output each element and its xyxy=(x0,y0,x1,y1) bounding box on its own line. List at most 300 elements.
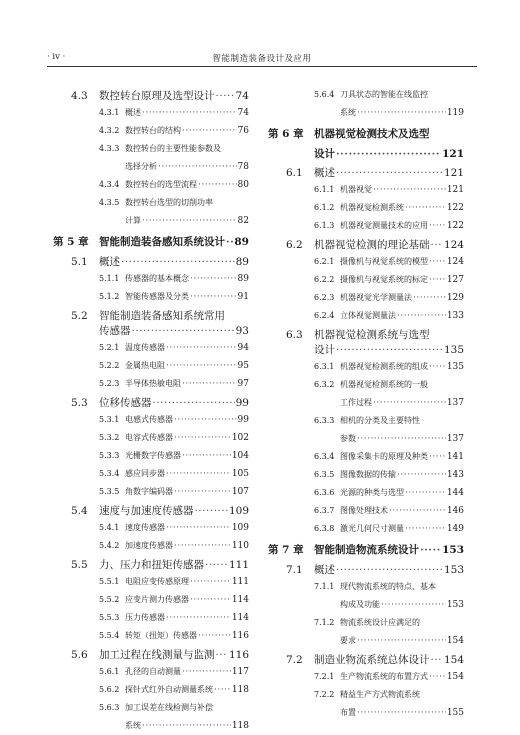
toc-entry-title: 智能制造物流系统设计 xyxy=(314,544,419,556)
toc-entry xyxy=(268,596,464,614)
dot-leader xyxy=(405,485,446,502)
toc-entry-page: 121 xyxy=(443,167,464,179)
toc-entry-number: 5.2.3 xyxy=(99,379,120,388)
dot-leader xyxy=(166,466,231,483)
toc-entry-number: 5.3 xyxy=(71,397,88,409)
toc-entry-title: 速度传感器 xyxy=(125,523,165,532)
toc-entry xyxy=(53,309,249,324)
toc-entry-page: 111 xyxy=(228,559,249,571)
toc-entry xyxy=(268,147,464,162)
toc-entry-number: 5.2 xyxy=(71,310,88,322)
toc-entry-title: 电感式传感器 xyxy=(125,415,173,424)
toc-entry-page: 143 xyxy=(446,470,464,480)
toc-entry-number: 6.3.4 xyxy=(314,452,335,461)
toc-entry-title: 孔径的自动测量 xyxy=(125,667,181,676)
toc-entry xyxy=(268,632,464,650)
dot-leader xyxy=(158,159,237,176)
toc-entry xyxy=(268,289,464,307)
toc-entry-number: 第 7 章 xyxy=(268,544,304,556)
toc-entry-page: 141 xyxy=(446,452,464,462)
toc-entry-number: 6.3 xyxy=(286,329,303,341)
toc-entry-page: 114 xyxy=(231,613,249,623)
toc-entry-title: 机器视觉检测技术及选型 xyxy=(314,128,430,140)
toc-entry-title: 加工过程在线测量与监测 xyxy=(99,649,215,661)
toc-entry-number: 5.4.1 xyxy=(99,523,120,532)
toc-entry xyxy=(53,140,249,158)
dot-leader xyxy=(389,503,446,520)
toc-entry-title: 机器视觉测量技术的应用 xyxy=(340,221,428,230)
toc-entry xyxy=(268,104,464,122)
toc-entry-title: 生产物流系统的布置方式 xyxy=(340,672,428,681)
toc-entry-title: 感应同步器 xyxy=(125,469,165,478)
toc-entry xyxy=(53,158,249,176)
toc-entry xyxy=(268,217,464,235)
toc-entry-title: 现代物流系统的特点、基本 xyxy=(340,582,436,591)
toc-entry xyxy=(53,212,249,230)
toc-entry xyxy=(53,537,249,555)
toc-entry-number: 5.4.2 xyxy=(99,541,120,550)
toc-entry-page: 110 xyxy=(231,541,249,551)
toc-entry xyxy=(268,253,464,271)
toc-entry-page: 122 xyxy=(446,221,464,231)
toc-entry-number: 7.2.2 xyxy=(314,690,335,699)
dot-leader xyxy=(174,412,237,429)
toc-entry xyxy=(268,376,464,394)
toc-entry xyxy=(268,520,464,538)
toc-entry-page: 154 xyxy=(446,672,464,682)
dot-leader xyxy=(174,484,231,501)
toc-entry-number: 5.6.4 xyxy=(314,90,335,99)
toc-entry xyxy=(53,609,249,627)
toc-entry xyxy=(268,412,464,430)
toc-entry-number: 6.2.1 xyxy=(314,257,335,266)
dot-leader xyxy=(190,574,231,591)
toc-entry-number: 7.2 xyxy=(286,654,303,666)
dot-leader xyxy=(357,105,446,122)
toc-entry-title: 设计 xyxy=(314,344,335,356)
toc-entry-page: 133 xyxy=(446,311,464,321)
dot-leader xyxy=(214,682,231,699)
toc-entry-title: 概述 xyxy=(99,256,120,268)
toc-entry xyxy=(53,663,249,681)
toc-entry-title: 设计 xyxy=(314,148,335,160)
toc-entry xyxy=(53,375,249,393)
toc-entry-page: 118 xyxy=(231,685,249,695)
toc-entry-page: 109 xyxy=(231,523,249,533)
dot-leader xyxy=(336,563,443,578)
dot-leader xyxy=(174,430,231,447)
toc-entry-page: 114 xyxy=(231,595,249,605)
toc-entry-title: 传感器 xyxy=(99,325,131,337)
toc-entry xyxy=(268,166,464,181)
toc-entry xyxy=(53,558,249,573)
toc-entry-number: 6.2 xyxy=(286,239,303,251)
toc-entry xyxy=(268,563,464,578)
toc-entry xyxy=(268,307,464,325)
toc-entry-title: 光栅数字传感器 xyxy=(125,451,181,460)
toc-entry-number: 4.3.3 xyxy=(99,144,120,153)
dot-leader xyxy=(153,396,235,411)
dot-leader xyxy=(431,653,443,668)
toc-entry-page: 94 xyxy=(237,343,249,353)
dot-leader xyxy=(397,308,446,325)
toc-entry xyxy=(53,122,249,140)
dot-leader xyxy=(166,358,237,375)
toc-entry-title: 计算 xyxy=(125,216,141,225)
toc-entry-number: 6.3.6 xyxy=(314,488,335,497)
toc-entry-title: 精益生产方式物流系统 xyxy=(340,690,420,699)
toc-entry-title: 布置 xyxy=(340,708,356,717)
toc-entry-number: 6.2.2 xyxy=(314,275,335,284)
dot-leader xyxy=(429,669,446,686)
toc-entry xyxy=(53,176,249,194)
toc-entry-number: 5.5.4 xyxy=(99,631,120,640)
toc-entry-title: 光源的种类与选型 xyxy=(340,488,404,497)
dot-leader xyxy=(166,520,231,537)
toc-entry xyxy=(53,573,249,591)
toc-entry-page: 137 xyxy=(446,434,464,444)
toc-column-left xyxy=(53,86,249,735)
toc-entry xyxy=(268,328,464,343)
toc-entry-number: 6.1.2 xyxy=(314,203,335,212)
toc-entry-page: 135 xyxy=(446,362,464,372)
toc-entry-title: 半导体热敏电阻 xyxy=(125,379,181,388)
dot-leader xyxy=(397,467,446,484)
toc-entry-page: 76 xyxy=(237,126,249,136)
toc-entry xyxy=(53,288,249,306)
toc-entry-page: 107 xyxy=(231,487,249,497)
dot-leader xyxy=(429,218,446,235)
dot-leader xyxy=(190,289,237,306)
toc-entry xyxy=(53,504,249,519)
toc-entry-number: 5.5.2 xyxy=(99,595,120,604)
toc-entry xyxy=(268,358,464,376)
header-rule xyxy=(47,66,477,67)
dot-leader xyxy=(166,610,231,627)
toc-entry xyxy=(268,484,464,502)
toc-entry-page: 109 xyxy=(228,505,249,517)
dot-leader xyxy=(373,395,446,412)
toc-entry-page: 122 xyxy=(446,203,464,213)
toc-entry-number: 6.1 xyxy=(286,167,303,179)
toc-entry-title: 图像数据的传输 xyxy=(340,470,396,479)
toc-entry-page: 95 xyxy=(237,361,249,371)
toc-entry-page: 89 xyxy=(237,274,249,284)
toc-entry-number: 5.6.2 xyxy=(99,685,120,694)
toc-entry-number: 5.1.1 xyxy=(99,274,120,283)
toc-entry-title: 智能制造装备感知系统常用 xyxy=(99,310,225,322)
toc-entry xyxy=(268,466,464,484)
toc-entry-number: 5.1 xyxy=(71,256,88,268)
toc-entry-title: 加工误差在线检测与补偿 xyxy=(125,703,213,712)
toc-entry xyxy=(268,181,464,199)
toc-entry-number: 5.1.2 xyxy=(99,292,120,301)
book-title: 智能制造装备设计及应用 xyxy=(212,54,312,64)
toc-entry-number: 4.3 xyxy=(71,90,88,102)
toc-entry-number: 5.6.3 xyxy=(99,703,120,712)
dot-leader xyxy=(429,272,446,289)
dot-leader xyxy=(182,123,237,140)
toc-entry-number: 6.3.1 xyxy=(314,362,335,371)
toc-entry-title: 相机的分类及主要特性 xyxy=(340,416,420,425)
toc-entry-number: 6.1.3 xyxy=(314,221,335,230)
toc-entry-page: 118 xyxy=(231,721,249,731)
toc-entry-title: 机器视觉 xyxy=(340,185,372,194)
toc-entry-page: 111 xyxy=(231,577,249,587)
toc-entry-title: 机器视觉检测系统与选型 xyxy=(314,329,430,341)
toc-entry xyxy=(268,448,464,466)
toc-entry xyxy=(53,465,249,483)
toc-entry-title: 智能传感器及分类 xyxy=(125,292,189,301)
toc-entry-number: 7.1 xyxy=(286,564,303,576)
toc-entry-title: 传感器的基本概念 xyxy=(125,274,189,283)
toc-entry-page: 155 xyxy=(446,708,464,718)
toc-entry-title: 力、压力和扭矩传感器 xyxy=(99,559,204,571)
toc-entry-page: 135 xyxy=(443,344,464,356)
toc-chapter-entry xyxy=(268,127,464,141)
toc-entry-title: 温度传感器 xyxy=(125,343,165,352)
toc-entry-number: 5.3.2 xyxy=(99,433,120,442)
toc-entry xyxy=(268,343,464,358)
toc-entry-page: 89 xyxy=(234,236,249,248)
toc-entry-title: 工作过程 xyxy=(340,398,372,407)
toc-entry xyxy=(53,483,249,501)
toc-entry-page: 80 xyxy=(237,180,249,190)
dot-leader xyxy=(190,592,231,609)
dot-leader xyxy=(132,324,235,339)
toc-entry-title: 数控转台原理及选型设计 xyxy=(99,90,215,102)
toc-entry xyxy=(53,255,249,270)
toc-entry-title: 构成及功能 xyxy=(340,600,380,609)
toc-entry-title: 物流系统设计应满足的 xyxy=(340,618,420,627)
toc-entry xyxy=(53,411,249,429)
toc-entry xyxy=(268,199,464,217)
toc-entry xyxy=(53,699,249,717)
toc-entry-title: 系统 xyxy=(340,108,356,117)
dot-leader xyxy=(166,340,237,357)
toc-entry-number: 5.3.4 xyxy=(99,469,120,478)
toc-entry-number: 5.2.2 xyxy=(99,361,120,370)
toc-entry-page: 119 xyxy=(446,108,464,118)
dot-leader xyxy=(431,238,443,253)
page-number: · iv · xyxy=(47,52,66,62)
toc-entry xyxy=(268,394,464,412)
dot-leader xyxy=(198,628,231,645)
toc-entry-number: 5.5 xyxy=(71,559,88,571)
toc-entry xyxy=(53,429,249,447)
toc-entry xyxy=(268,578,464,596)
toc-entry-title: 刀具状态的智能在线监控 xyxy=(340,90,428,99)
toc-entry-number: 5.5.3 xyxy=(99,613,120,622)
toc-entry-page: 154 xyxy=(446,636,464,646)
dot-leader xyxy=(182,448,231,465)
toc-entry-page: 117 xyxy=(231,667,249,677)
toc-entry-number: 6.3.2 xyxy=(314,380,335,389)
toc-entry-page: 99 xyxy=(237,415,249,425)
toc-entry-number: 7.1.1 xyxy=(314,582,335,591)
toc-entry-number: 第 6 章 xyxy=(268,128,304,140)
toc-entry-page: 137 xyxy=(446,398,464,408)
toc-entry-page: 97 xyxy=(237,379,249,389)
toc-entry-page: 89 xyxy=(235,256,249,268)
dot-leader xyxy=(216,89,235,104)
toc-entry-number: 4.3.5 xyxy=(99,198,120,207)
toc-entry-page: 78 xyxy=(237,162,249,172)
dot-leader xyxy=(429,449,446,466)
toc-entry xyxy=(53,89,249,104)
toc-entry-number: 6.3.8 xyxy=(314,524,335,533)
toc-entry xyxy=(268,686,464,704)
toc-entry xyxy=(268,502,464,520)
dot-leader xyxy=(405,200,446,217)
toc-entry-number: 7.1.2 xyxy=(314,618,335,627)
toc-entry xyxy=(53,627,249,645)
toc-entry-page: 153 xyxy=(446,600,464,610)
toc-entry-title: 要求 xyxy=(340,636,356,645)
toc-entry-page: 153 xyxy=(442,544,464,556)
toc-entry-page: 154 xyxy=(443,654,464,666)
toc-entry-title: 数控转台的选型流程 xyxy=(125,180,197,189)
dot-leader xyxy=(357,705,446,722)
toc-entry-page: 121 xyxy=(446,185,464,195)
toc-entry-page: 91 xyxy=(237,292,249,302)
toc-chapter-entry xyxy=(53,235,249,249)
toc-entry-title: 系统 xyxy=(125,721,141,730)
dot-leader xyxy=(121,255,235,270)
dot-leader xyxy=(413,290,446,307)
toc-entry-number: 5.4 xyxy=(71,505,88,517)
toc-entry xyxy=(53,194,249,212)
toc-entry xyxy=(268,653,464,668)
toc-entry-title: 加速度传感器 xyxy=(125,541,173,550)
toc-entry-title: 数控转台选型的切削功率 xyxy=(125,198,213,207)
toc-entry-title: 位移传感器 xyxy=(99,397,152,409)
toc-entry-title: 摄像机与视觉系统的标定 xyxy=(340,275,428,284)
dot-leader xyxy=(429,254,446,271)
dot-leader xyxy=(195,504,228,519)
toc-entry-page: 74 xyxy=(237,108,249,118)
toc-entry-title: 机器视觉检测的理论基础 xyxy=(314,239,430,251)
toc-entry-title: 转矩（扭矩）传感器 xyxy=(125,631,197,640)
toc-entry-title: 概述 xyxy=(125,108,141,117)
toc-entry-number: 第 5 章 xyxy=(53,236,89,248)
toc-entry-title: 立体视觉测量法 xyxy=(340,311,396,320)
dot-leader xyxy=(226,235,233,249)
toc-entry-title: 智能制造装备感知系统设计 xyxy=(99,236,225,248)
dot-leader xyxy=(420,543,441,557)
dot-leader xyxy=(182,376,237,393)
toc-entry-number: 6.3.5 xyxy=(314,470,335,479)
dot-leader xyxy=(336,147,441,162)
toc-entry-title: 激光几何尺寸测量 xyxy=(340,524,404,533)
toc-entry-page: 153 xyxy=(443,564,464,576)
toc-entry-title: 数控转台的结构 xyxy=(125,126,181,135)
toc-entry-title: 金属热电阻 xyxy=(125,361,165,370)
dot-leader xyxy=(357,431,446,448)
dot-leader xyxy=(216,648,228,663)
toc-entry-page: 104 xyxy=(231,451,249,461)
toc-entry xyxy=(268,614,464,632)
toc-entry xyxy=(268,668,464,686)
dot-leader xyxy=(336,166,443,181)
toc-entry-number: 5.3.3 xyxy=(99,451,120,460)
dot-leader xyxy=(429,359,446,376)
toc-entry-page: 144 xyxy=(446,488,464,498)
toc-entry xyxy=(53,681,249,699)
toc-entry-title: 制造业物流系统总体设计 xyxy=(314,654,430,666)
toc-entry-page: 74 xyxy=(235,90,249,102)
toc-entry xyxy=(268,238,464,253)
toc-entry xyxy=(268,86,464,104)
toc-entry-page: 121 xyxy=(442,148,464,160)
dot-leader xyxy=(405,521,446,538)
toc-entry-number: 4.3.2 xyxy=(99,126,120,135)
toc-entry-page: 82 xyxy=(237,216,249,226)
toc-entry-title: 机器视觉检测系统的一般 xyxy=(340,380,428,389)
toc-entry xyxy=(268,271,464,289)
toc-entry-title: 概述 xyxy=(314,564,335,576)
dot-leader xyxy=(336,343,443,358)
toc-entry-number: 6.2.3 xyxy=(314,293,335,302)
toc-entry-title: 探针式红外自动测量系统 xyxy=(125,685,213,694)
toc-entry xyxy=(53,519,249,537)
toc-entry-title: 电阻应变传感原理 xyxy=(125,577,189,586)
toc-entry-number: 4.3.4 xyxy=(99,180,120,189)
toc-entry-number: 5.3.5 xyxy=(99,487,120,496)
toc-entry-page: 124 xyxy=(446,257,464,267)
dot-leader xyxy=(205,558,228,573)
toc-chapter-entry xyxy=(268,543,464,557)
toc-entry-title: 摄像机与视觉系统的模型 xyxy=(340,257,428,266)
running-header xyxy=(47,52,477,66)
dot-leader xyxy=(190,271,237,288)
toc-entry-number: 5.2.1 xyxy=(99,343,120,352)
toc-entry-page: 105 xyxy=(231,469,249,479)
toc-entry-title: 电容式传感器 xyxy=(125,433,173,442)
toc-entry-number: 6.3.3 xyxy=(314,416,335,425)
toc-entry-page: 93 xyxy=(235,325,249,337)
toc-entry-page: 116 xyxy=(228,649,249,661)
dot-leader xyxy=(182,664,231,681)
toc-entry-number: 5.5.1 xyxy=(99,577,120,586)
toc-entry-page: 116 xyxy=(231,631,249,641)
dot-leader xyxy=(142,105,237,122)
dot-leader xyxy=(373,182,446,199)
toc-entry-title: 图像采集卡的原理及种类 xyxy=(340,452,428,461)
toc-entry xyxy=(268,430,464,448)
toc-entry xyxy=(53,447,249,465)
dot-leader xyxy=(357,633,446,650)
toc-entry-title: 角数字编码器 xyxy=(125,487,173,496)
toc-entry-number: 5.3.1 xyxy=(99,415,120,424)
toc-entry xyxy=(53,104,249,122)
dot-leader xyxy=(381,597,446,614)
toc-entry-title: 速度与加速度传感器 xyxy=(99,505,194,517)
toc-entry-title: 机器视觉光学测量法 xyxy=(340,293,412,302)
toc-entry-title: 压力传感器 xyxy=(125,613,165,622)
toc-entry-page: 102 xyxy=(231,433,249,443)
toc-entry-number: 7.2.1 xyxy=(314,672,335,681)
dot-leader xyxy=(174,538,231,555)
toc-entry-title: 概述 xyxy=(314,167,335,179)
toc-entry xyxy=(53,339,249,357)
toc-entry xyxy=(53,357,249,375)
toc-entry-page: 146 xyxy=(446,506,464,516)
toc-entry-number: 6.3.7 xyxy=(314,506,335,515)
toc-entry-page: 129 xyxy=(446,293,464,303)
dot-leader xyxy=(142,213,237,230)
toc-entry-number: 6.1.1 xyxy=(314,185,335,194)
